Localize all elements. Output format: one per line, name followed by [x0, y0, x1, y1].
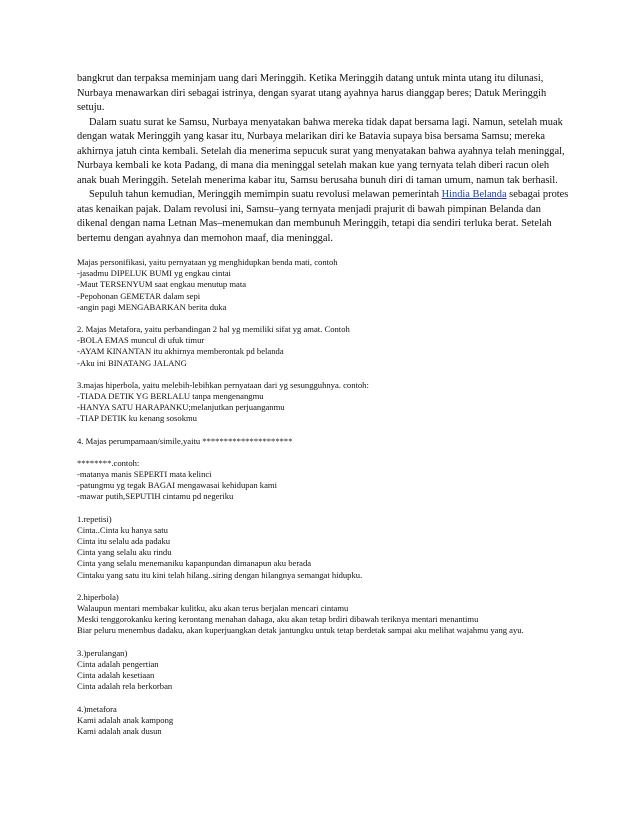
summary-paragraph-2: Dalam suatu surat ke Samsu, Nurbaya menyatakan bahwa mereka tidak dapat bersama lagi. Namun, setelah muak dengan watak Meringgih yang kasar itu, Nurbaya melarikan diri ke Batavia supaya bisa bersama Samsu; mereka akhirnya jatuh cinta kembali. Setelah dia menerima sepucuk surat yang menyatakan bahwa ayahnya telah meninggal, Nurbaya kembali ke kota Padang, di mana dia meninggal setelah makan kue yang ternyata telah diberi racun oleh anak buah Meringgih. Setelah menerima kabar itu, Samsu berusaha bunuh diri di taman umum, namun tak berhasil. — [77, 116, 565, 186]
summary-paragraph-1: bangkrut dan terpaksa meminjam uang dari Meringgih. Ketika Meringgih datang untuk minta utang itu dilunasi, Nurbaya menawarkan diri sebagai istrinya, dengan syarat utang ayahnya harus dianggap beres; Datuk Meringgih setuju. — [77, 73, 547, 113]
poem-line: Cinta adalah rela berkorban — [77, 681, 173, 692]
example-line: -AYAM KINANTAN itu akhirnya memberontak pd belanda — [77, 346, 284, 357]
section-heading: ********.contoh: — [77, 457, 140, 468]
section-simile-examples — [77, 458, 569, 503]
example-line: -Aku ini BINATANG JALANG — [77, 357, 187, 368]
poem-line: Cinta yang selalu menemaniku kapanpundan dimanapun aku berada — [77, 558, 312, 569]
poem-metafora — [77, 704, 569, 738]
poem-perulangan — [77, 648, 569, 693]
poem-line: Meski tenggorokanku kering kerontang menahan dahaga, aku akan tetap brdiri dibawah teriknya mentari menantimu — [77, 614, 479, 625]
poem-line: Cintaku yang satu itu kini telah hilang..siring dengan hilangnya semangat hidupku. — [77, 569, 363, 580]
poem-line: Kami adalah anak dusun — [77, 725, 162, 736]
example-line: -angin pagi MENGABARKAN berita duka — [77, 301, 227, 312]
hindia-belanda-link[interactable]: Hindia Belanda — [441, 189, 507, 200]
summary-paragraph-3-text: Sepuluh tahun kemudian, Meringgih memimpin suatu revolusi melawan pemerintah — [89, 189, 442, 200]
poem-heading: 3.)perulangan) — [77, 647, 128, 658]
poem-line: Cinta adalah pengertian — [77, 658, 159, 669]
document-page — [77, 72, 569, 737]
example-line: -TIAP DETIK ku kenang sosokmu — [77, 413, 197, 424]
poem-line: Walaupun mentari membakar kulitku, aku akan terus berjalan mencari cintamu — [77, 603, 349, 614]
poem-line: Biar peluru menembus dadaku, akan kuperjuangkan detak jantungku untuk tetap berdetak sampai aku melihat wajahmu yang ayu. — [77, 625, 524, 636]
poem-heading: 1.repetisi) — [77, 513, 112, 524]
poem-line: Cinta adalah kesetiaan — [77, 670, 155, 681]
example-line: -TIADA DETIK YG BERLALU tanpa mengenangmu — [77, 391, 264, 402]
poem-repetisi — [77, 514, 569, 581]
section-personifikasi — [77, 257, 569, 313]
story-summary — [77, 72, 569, 246]
poem-line: Cinta itu selalu ada padaku — [77, 536, 171, 547]
poem-hiperbola — [77, 592, 569, 637]
section-heading: 4. Majas perumpamaan/simile,yaitu ********************* — [77, 435, 293, 446]
poem-line: Kami adalah anak kampong — [77, 714, 174, 725]
section-simile — [77, 436, 569, 447]
poem-line: Cinta..Cinta ku hanya satu — [77, 524, 168, 535]
example-line: -HANYA SATU HARAPANKU;melanjutkan perjuanganmu — [77, 402, 285, 413]
example-line: -mawar putih,SEPUTIH cintamu pd negeriku — [77, 491, 234, 502]
summary-paragraph-3-text: sebagai protes atas kenaikan pajak. Dalam revolusi ini, Samsu–yang ternyata menjadi prajurit di bawah pimpinan Belanda dan dikenal dengan nama Letnan Mas–menemukan dan membunuh Meringgih, tetapi dia sendiri terluka berat. Setelah bertemu dengan ayahnya dan memohon maaf, dia meninggal. — [77, 189, 569, 244]
example-line: -patungmu yg tegak BAGAI mengawasai kehidupan kami — [77, 480, 277, 491]
section-heading: Majas personifikasi, yaitu pernyataan yg menghidupkan benda mati, contoh — [77, 257, 338, 267]
example-line: -Maut TERSENYUM saat engkau menutup mata — [77, 279, 247, 290]
example-line: -matanya manis SEPERTI mata kelinci — [77, 469, 212, 480]
summary-paragraph-3 — [77, 188, 569, 246]
poem-heading: 4.)metafora — [77, 703, 117, 714]
section-metafora — [77, 324, 569, 369]
section-heading: 3.majas hiperbola, yaitu melebih-lebihkan pernyataan dari yg sesungguhnya. contoh: — [77, 379, 369, 390]
example-line: -jasadmu DIPELUK BUMI yg engkau cintai — [77, 268, 231, 279]
poem-line: Cinta yang selalu aku rindu — [77, 547, 172, 558]
section-heading: 2. Majas Metafora, yaitu perbandingan 2 hal yg memiliki sifat yg amat. Contoh — [77, 324, 350, 335]
poem-heading: 2.hiperbola) — [77, 591, 119, 602]
example-line: -Pepohonan GEMETAR dalam sepi — [77, 290, 201, 301]
section-hiperbola — [77, 380, 569, 425]
example-line: -BOLA EMAS muncul di ufuk timur — [77, 335, 205, 346]
